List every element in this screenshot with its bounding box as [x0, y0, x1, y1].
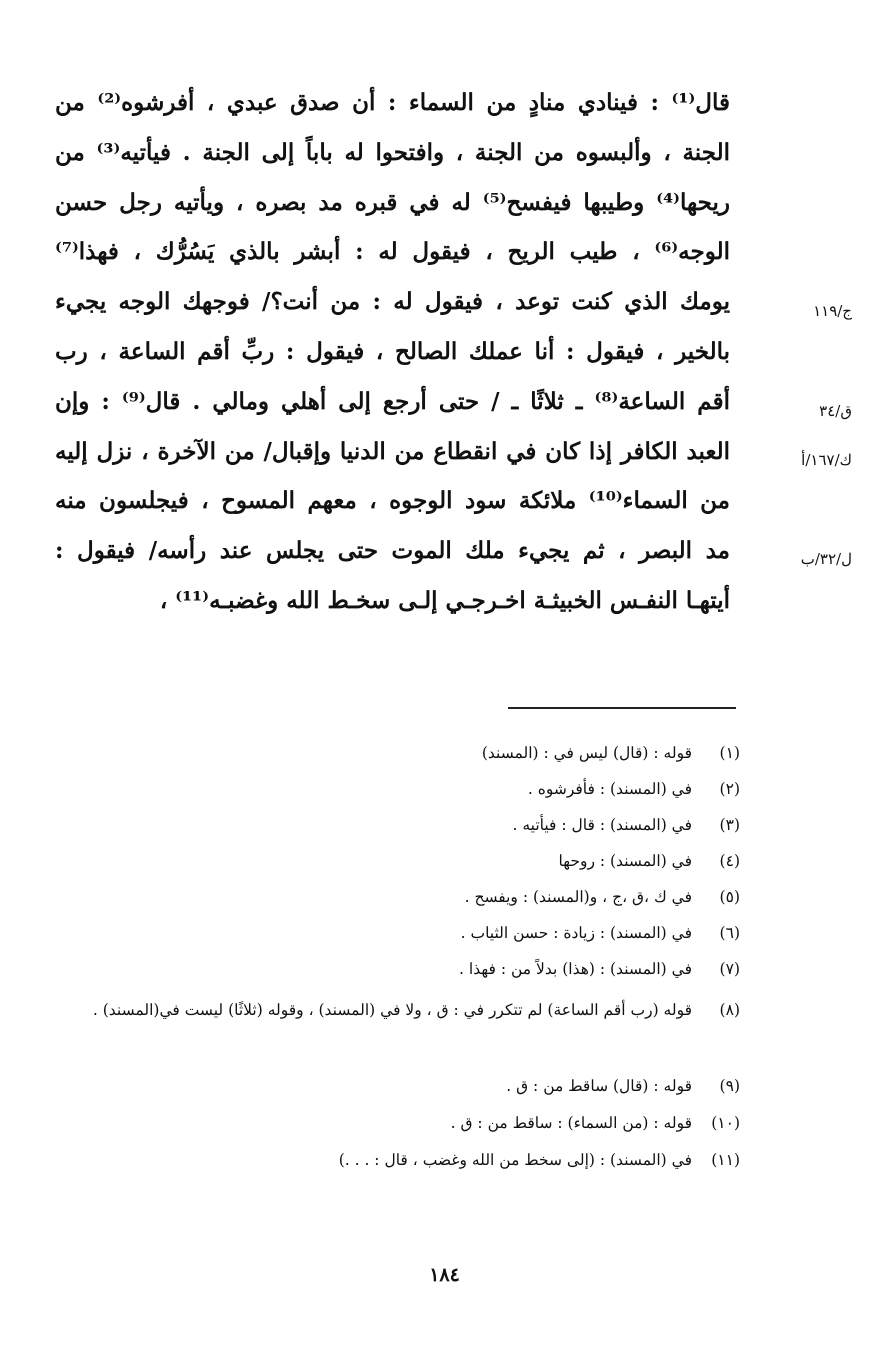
body-line: من السماء⁽¹⁰⁾ ملائكة سود الوجوه ، معهم المسوح ، فيجلسون منه [55, 487, 730, 515]
footnote-text: في ك ،ق ،ج ، و(المسند) : ويفسح . [464, 888, 692, 906]
footnote [40, 1145, 740, 1175]
footnote [40, 954, 740, 984]
margin-note: ق/٣٤ [819, 402, 852, 420]
footnote-text: في (المسند) : روحها [558, 852, 692, 870]
main-text-block [55, 78, 730, 626]
margin-note: ل/٣٢/ب [800, 550, 852, 568]
footnote-number: (٥) [719, 888, 740, 906]
footnote [40, 846, 740, 876]
footnote [40, 918, 740, 948]
footnote-number: (١٠) [711, 1114, 740, 1132]
footnote-number: (٨) [719, 1001, 740, 1019]
body-line: مد البصر ، ثم يجيء ملك الموت حتى يجلس عند رأسه/ فيقول : [55, 537, 730, 565]
footnote-number: (١١) [711, 1151, 740, 1169]
margin-note: ك/١٦٧/أ [801, 451, 852, 469]
footnote [40, 738, 740, 768]
footnote-separator [508, 707, 736, 709]
footnote [40, 810, 740, 840]
footnote [40, 774, 740, 804]
body-line: الجنة ، وألبسوه من الجنة ، وافتحوا له باباً إلى الجنة . فيأتيه⁽³⁾ من [55, 138, 730, 166]
footnote-text: في (المسند) : فأفرشوه . [527, 780, 692, 798]
footnote-text: قوله : (قال) ساقط من : ق . [506, 1077, 692, 1095]
page-number: ١٨٤ [429, 1264, 460, 1286]
body-line: أيتهـا النفـس الخبيثـة اخـرجـي إلـى سخـط الله وغضبـه⁽¹¹⁾ ، [159, 586, 730, 614]
body-line: يومك الذي كنت توعد ، فيقول له : من أنت؟/ فوجهك الوجه يجيء [55, 288, 730, 316]
footnote-text: قوله (رب أقم الساعة) لم تتكرر في : ق ، ولا في (المسند) ، وقوله (ثلاثًا) ليست في(المسند) . [92, 1001, 692, 1019]
footnote-text: في (المسند) : (هذا) بدلاً من : فهذا . [459, 960, 692, 978]
body-line: الوجه⁽⁶⁾ ، طيب الريح ، فيقول له : أبشر بالذي يَسُرُّك ، فهذا⁽⁷⁾ [55, 238, 730, 266]
footnote-number: (٩) [719, 1077, 740, 1095]
footnote-number: (٤) [719, 852, 740, 870]
body-line: أقم الساعة⁽⁸⁾ ـ ثلاثًا ـ / حتى أرجع إلى أهلي ومالي . قال⁽⁹⁾ : وإن [55, 387, 730, 415]
footnote-number: (١) [719, 744, 740, 762]
body-line: قال⁽¹⁾ : فينادي منادٍ من السماء : أن صدق عبدي ، أفرشوه⁽²⁾ من [55, 89, 730, 116]
margin-note: ج/١١٩ [813, 302, 852, 320]
footnote [40, 1071, 740, 1101]
footnote-text: قوله : (قال) ليس في : (المسند) [481, 744, 692, 762]
footnote-number: (٦) [719, 924, 740, 942]
body-line: ريحها⁽⁴⁾ وطيبها فيفسح⁽⁵⁾ له في قبره مد بصره ، ويأتيه رجل حسن [55, 188, 730, 216]
footnote [40, 882, 740, 912]
footnote-number: (٧) [719, 960, 740, 978]
footnote-text: قوله : (من السماء) : ساقط من : ق . [450, 1114, 692, 1132]
body-line: العبد الكافر إذا كان في انقطاع من الدنيا وإقبال/ من الآخرة ، نزل إليه [55, 437, 730, 465]
footnote [40, 1108, 740, 1138]
footnote-text: في (المسند) : زيادة : حسن الثياب . [460, 924, 692, 942]
footnote-number: (٢) [719, 780, 740, 798]
footnote [40, 995, 740, 1025]
footnote-text: في (المسند) : (إلى سخط من الله وغضب ، قال : . . .) [338, 1151, 692, 1169]
body-line: بالخير ، فيقول : أنا عملك الصالح ، فيقول : ربِّ أقم الساعة ، رب [55, 337, 730, 365]
footnote-text: في (المسند) : قال : فيأتيه . [512, 816, 692, 834]
footnote-number: (٣) [719, 816, 740, 834]
